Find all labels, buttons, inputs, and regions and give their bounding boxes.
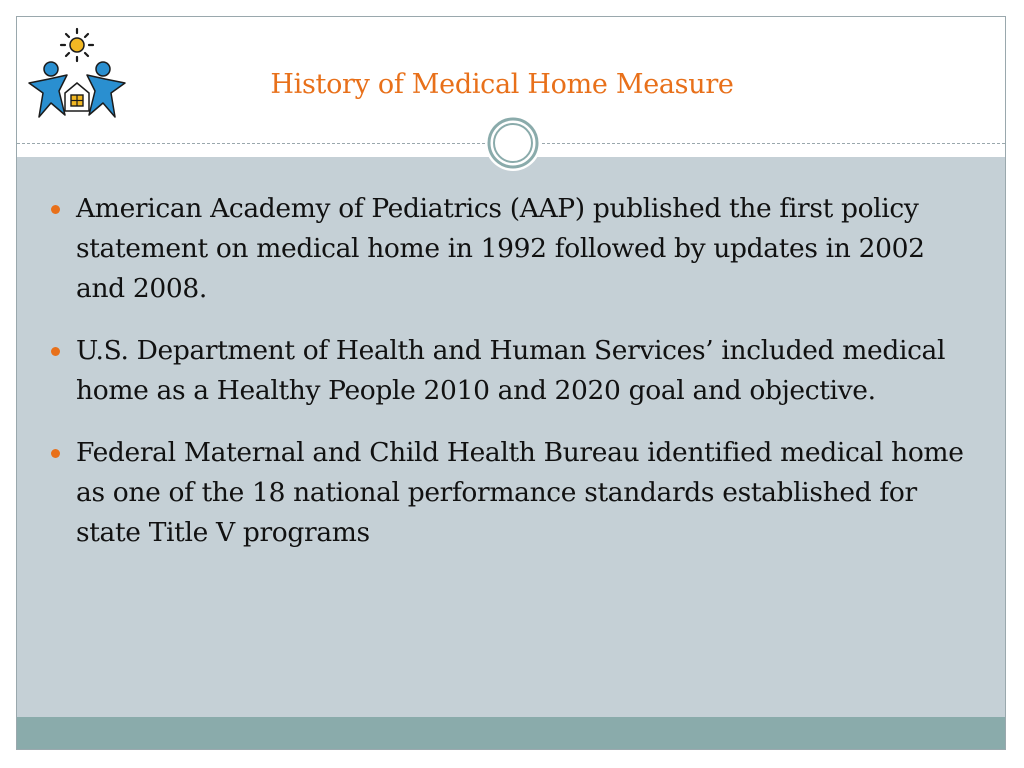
slide-title: History of Medical Home Measure xyxy=(270,69,734,100)
children-house-sun-logo xyxy=(23,23,131,123)
child-figure-left-icon xyxy=(29,62,67,117)
house-icon xyxy=(65,83,89,111)
bullet-text: American Academy of Pediatrics (AAP) published the first policy statement on medical home in 1992 followed by updates in 2002 and 2008. xyxy=(76,193,925,304)
sun-icon xyxy=(61,29,93,61)
bullet-dot-icon xyxy=(51,347,60,356)
bullet-list xyxy=(51,189,971,575)
decorative-ring-icon xyxy=(485,115,541,171)
footer-bar xyxy=(17,717,1005,750)
bullet-item xyxy=(51,331,971,411)
slide xyxy=(16,16,1006,750)
child-figure-right-icon xyxy=(87,62,125,117)
bullet-dot-icon xyxy=(51,205,60,214)
bullet-text: U.S. Department of Health and Human Services’ included medical home as a Healthy People 2010 and 2020 goal and objective. xyxy=(76,335,946,406)
bullet-dot-icon xyxy=(51,449,60,458)
bullet-text: Federal Maternal and Child Health Bureau identified medical home as one of the 18 national performance standards established for state Title V programs xyxy=(76,437,964,548)
bullet-item xyxy=(51,189,971,309)
bullet-item xyxy=(51,433,971,553)
